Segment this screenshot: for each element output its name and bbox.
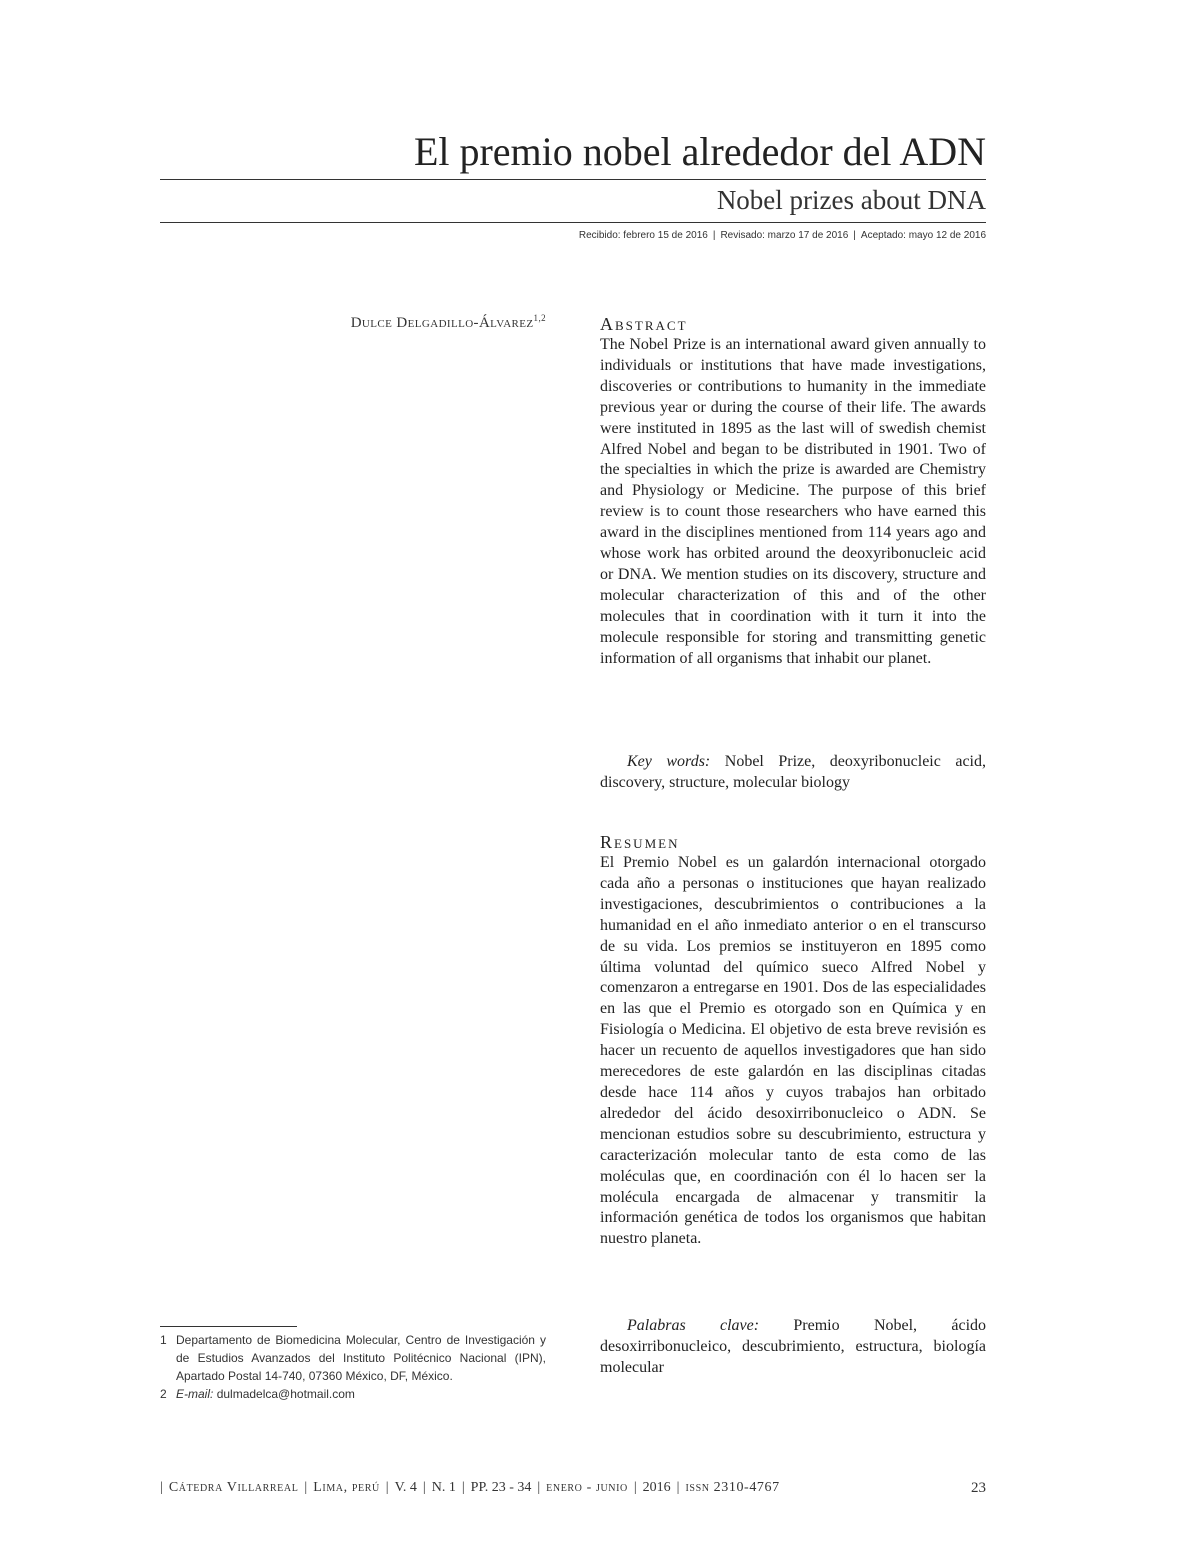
footnote-2 [160,1385,546,1403]
resumen-section [600,831,986,1250]
footnote-text: Departamento de Biomedicina Molecular, Centro de Investigación y de Estudios Avanzados del Instituto Politécnico Nacional (IPN), Apartado Postal 14-740, 07360 México, DF, México. [176,1333,546,1383]
abstract-heading: Abstract [600,314,688,334]
title-rule [160,179,986,180]
received-date: Recibido: febrero 15 de 2016 [578,230,708,241]
footer-separator: | [385,1480,389,1495]
keywords-paragraph [600,752,986,794]
date-separator: | [712,230,716,241]
author-text: Dulce Delgadillo-Álvarez [350,315,534,331]
footnote-rule [160,1326,297,1327]
abstract-text: The Nobel Prize is an international award given annually to individuals or institutions that have made investigations, discoveries or contributions to humanity in the immediate previous year or during the course of their life. The awards were instituted in 1895 as the last will of swedish chemist Alfred Nobel and began to be distributed in 1901. Two of the specialties in which the prize is awarded are Chemistry and Physiology or Medicine. The purpose of this brief review is to count those researchers who have earned this award in the disciplines mentioned from 114 years ago and whose work has orbited around the deoxyribonucleic acid or DNA. We mention studies on its discovery, structure and molecular characterization of this and of the other molecules that in coordination with it turn it into the molecule responsible for storing and transmitting genetic information of all organisms that inhabit our planet. [600,336,986,667]
page-footer [160,1480,986,1496]
revised-date: Revisado: marzo 17 de 2016 [720,230,849,241]
palabras-clave-paragraph [600,1316,986,1379]
palabras-clave-label: Palabras clave: [627,1317,760,1334]
footer-separator: | [160,1480,163,1495]
author-name [351,313,546,332]
abstract-section [600,313,986,670]
footer-separator: | [461,1480,465,1495]
footer-separator: | [422,1480,426,1495]
footnote-1 [160,1331,546,1385]
issue-number: N. 1 [431,1480,456,1495]
year: 2016 [642,1480,671,1495]
accepted-date: Aceptado: mayo 12 de 2016 [860,230,986,241]
page-range: PP. 23 - 34 [470,1480,532,1495]
email-address[interactable]: dulmadelca@hotmail.com [216,1387,355,1401]
issue-period: enero - junio [546,1480,628,1495]
footnotes [160,1331,546,1403]
article-subtitle: Nobel prizes about DNA [716,185,986,215]
subtitle-rule [160,222,986,223]
footer-separator: | [537,1480,541,1495]
author-affiliation-marks: 1,2 [533,313,546,323]
date-separator: | [853,230,856,241]
keywords-text: Nobel Prize, deoxyribonucleic acid, discovery, structure, molecular biology [600,753,986,791]
keywords-label: Key words: [627,753,711,770]
footer-separator: | [304,1480,308,1495]
footnote-number: 2 [160,1387,167,1401]
abstract-keywords [600,752,986,794]
resumen-heading: Resumen [600,832,680,852]
email-label: E-mail: [176,1387,214,1401]
page-number: 23 [971,1480,986,1496]
resumen-keywords [600,1316,986,1379]
resumen-text: El Premio Nobel es un galardón internacional otorgado cada año a personas o instituciones que hayan realizado investigaciones, descubrimientos o contribuciones a la humanidad en el año inmediato anterior o en el transcurso de su vida. Los premios se instituyeron en 1895 como última voluntad del químico sueco Alfred Nobel y comenzaron a entregarse en 1901. Dos de las especialidades en las que el Premio es otorgado son en Química y en Fisiología o Medicina. El objetivo de esta breve revisión es hacer un recuento de aquellos investigadores que han sido merecedores de este galardón en las disciplinas citadas desde hace 114 años y cuyos trabajos han orbitado alrededor del ácido desoxirribonucleico o ADN. Se mencionan estudios sobre su descubrimiento, estructura y caracterización molecular tanto de esta como de las moléculas que, en coordinación con él lo hacen ser la molécula encargada de almacenar y transmitir la información genética de todos los organismos que habitan nuestro planeta. [600,854,986,1248]
issn: issn 2310-4767 [685,1480,780,1495]
footer-separator: | [633,1480,637,1495]
journal-location: Lima, perú [313,1480,380,1495]
submission-dates [579,230,986,241]
footer-separator: | [676,1480,680,1495]
footnote-number: 1 [160,1333,167,1347]
article-title: El premio nobel alrededor del ADN [413,129,986,174]
volume: V. 4 [394,1480,417,1495]
palabras-clave-text: Premio Nobel, ácido desoxirribonucleico, descubrimiento, estructura, biología molecular [600,1317,987,1376]
journal-name: Cátedra Villarreal [168,1480,299,1495]
